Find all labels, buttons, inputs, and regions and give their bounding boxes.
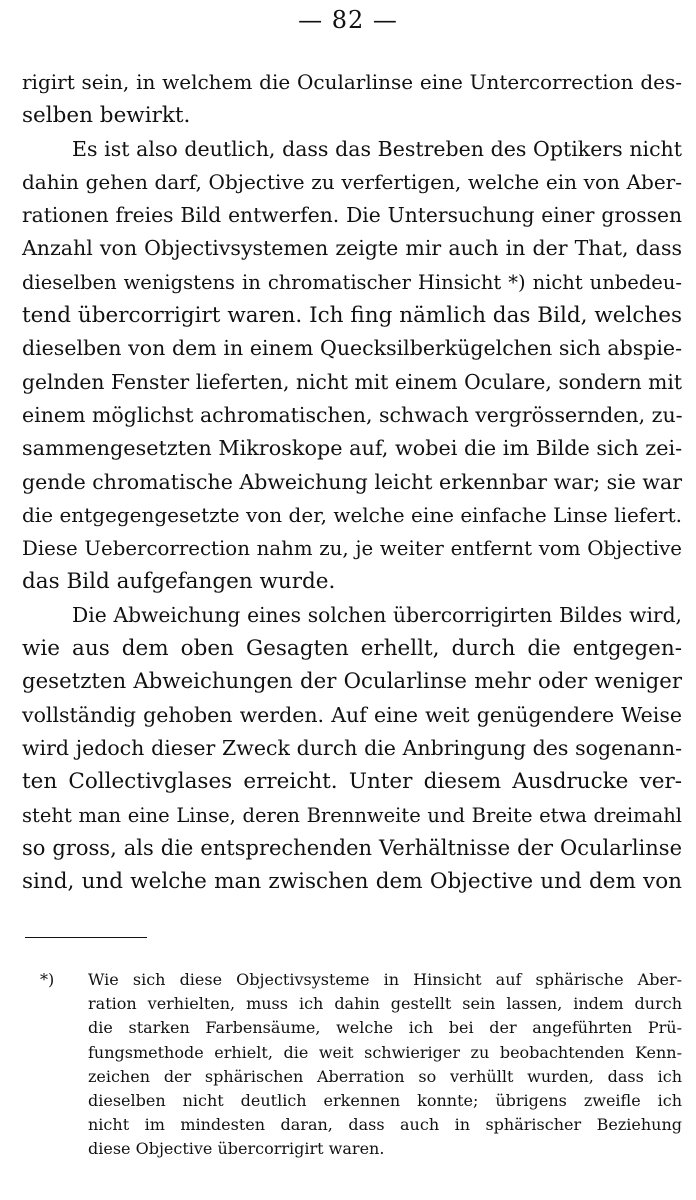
text-line: gesetzten Abweichungen der Ocularlinse mehr oder weniger	[22, 669, 682, 695]
footnote-line: dieselben nicht deutlich erkennen konnte; übrigens zweifle ich	[88, 1090, 682, 1110]
paragraph	[22, 599, 682, 899]
footnote-line: die starken Farbensäume, welche ich bei der angeführten Prü-	[88, 1018, 682, 1038]
text-line: rationen freies Bild entwerfen. Die Untersuchung einer grossen	[22, 203, 682, 228]
footnote-line: ration verhielten, muss ich dahin gestellt sein lassen, indem durch	[88, 994, 682, 1014]
text-line: gelnden Fenster lieferten, nicht mit einem Oculare, sondern mit	[22, 369, 682, 394]
text-line: dieselben von dem in einem Quecksilberkügelchen sich abspie-	[22, 336, 682, 361]
text-line: Es ist also deutlich, dass das Bestreben des Optikers nicht	[72, 136, 682, 161]
footnote-marker: *)	[40, 970, 55, 989]
text-line: Die Abweichung eines solchen übercorrigirten Bildes wird,	[72, 602, 682, 627]
footnote-line: zeichen der sphärischen Aberration so verhüllt wurden, dass ich	[88, 1066, 682, 1086]
paragraph	[22, 133, 682, 599]
footnote-line-text: Wie sich diese Objectivsysteme in Hinsicht auf sphärische Aber-	[88, 970, 682, 989]
text-line: ten Collectivglases erreicht. Unter diesem Ausdrucke ver-	[22, 769, 682, 795]
footnote-line: diese Objective übercorrigirt waren.	[88, 1139, 385, 1159]
footnote-line: fungsmethode erhielt, die weit schwieriger zu beobachtenden Kenn-	[88, 1042, 682, 1062]
text-line: selben bewirkt.	[22, 103, 191, 129]
text-line: so gross, als die entsprechenden Verhältnisse der Ocularlinse	[22, 835, 682, 860]
text-line: tend übercorrigirt waren. Ich fing nämlich das Bild, welches	[22, 303, 682, 329]
text-line: dahin gehen darf, Objective zu verfertigen, welche ein von Aber-	[22, 169, 682, 194]
text-line: gende chromatische Abweichung leicht erkennbar war; sie war	[22, 469, 682, 494]
body-text	[22, 66, 682, 898]
text-line: sammengesetzten Mikroskope auf, wobei die im Bilde sich zei-	[22, 436, 683, 461]
paragraph	[22, 66, 682, 133]
text-line: das Bild aufgefangen wurde.	[22, 569, 336, 595]
text-line: steht man eine Linse, deren Brennweite und Breite etwa dreimahl	[22, 803, 682, 827]
text-line: sind, und welche man zwischen dem Objective und dem von	[22, 869, 682, 895]
text-line: einem möglichst achromatischen, schwach vergrössernden, zu-	[22, 402, 683, 427]
text-line: wird jedoch dieser Zweck durch die Anbringung des sogenann-	[22, 735, 682, 760]
text-line: Diese Uebercorrection nahm zu, je weiter entfernt vom Objective	[22, 537, 682, 561]
text-line: wie aus dem oben Gesagten erhellt, durch die entgegen-	[22, 636, 682, 662]
text-line: die entgegengesetzte von der, welche eine einfache Linse liefert.	[22, 502, 682, 527]
footnote-line	[40, 968, 682, 992]
text-line: dieselben wenigstens in chromatischer Hinsicht *) nicht unbedeu-	[22, 270, 682, 294]
page-number: — 82 —	[298, 6, 398, 34]
text-line: vollständig gehoben werden. Auf eine weit genügendere Weise	[22, 702, 682, 727]
footnote-separator	[25, 937, 147, 938]
text-line: Anzahl von Objectivsystemen zeigte mir auch in der That, dass	[22, 236, 682, 261]
footnote	[40, 968, 682, 1162]
text-line: rigirt sein, in welchem die Ocularlinse eine Untercorrection des-	[22, 70, 682, 94]
footnote-line: nicht im mindesten daran, dass auch in sphärischer Beziehung	[88, 1115, 682, 1135]
